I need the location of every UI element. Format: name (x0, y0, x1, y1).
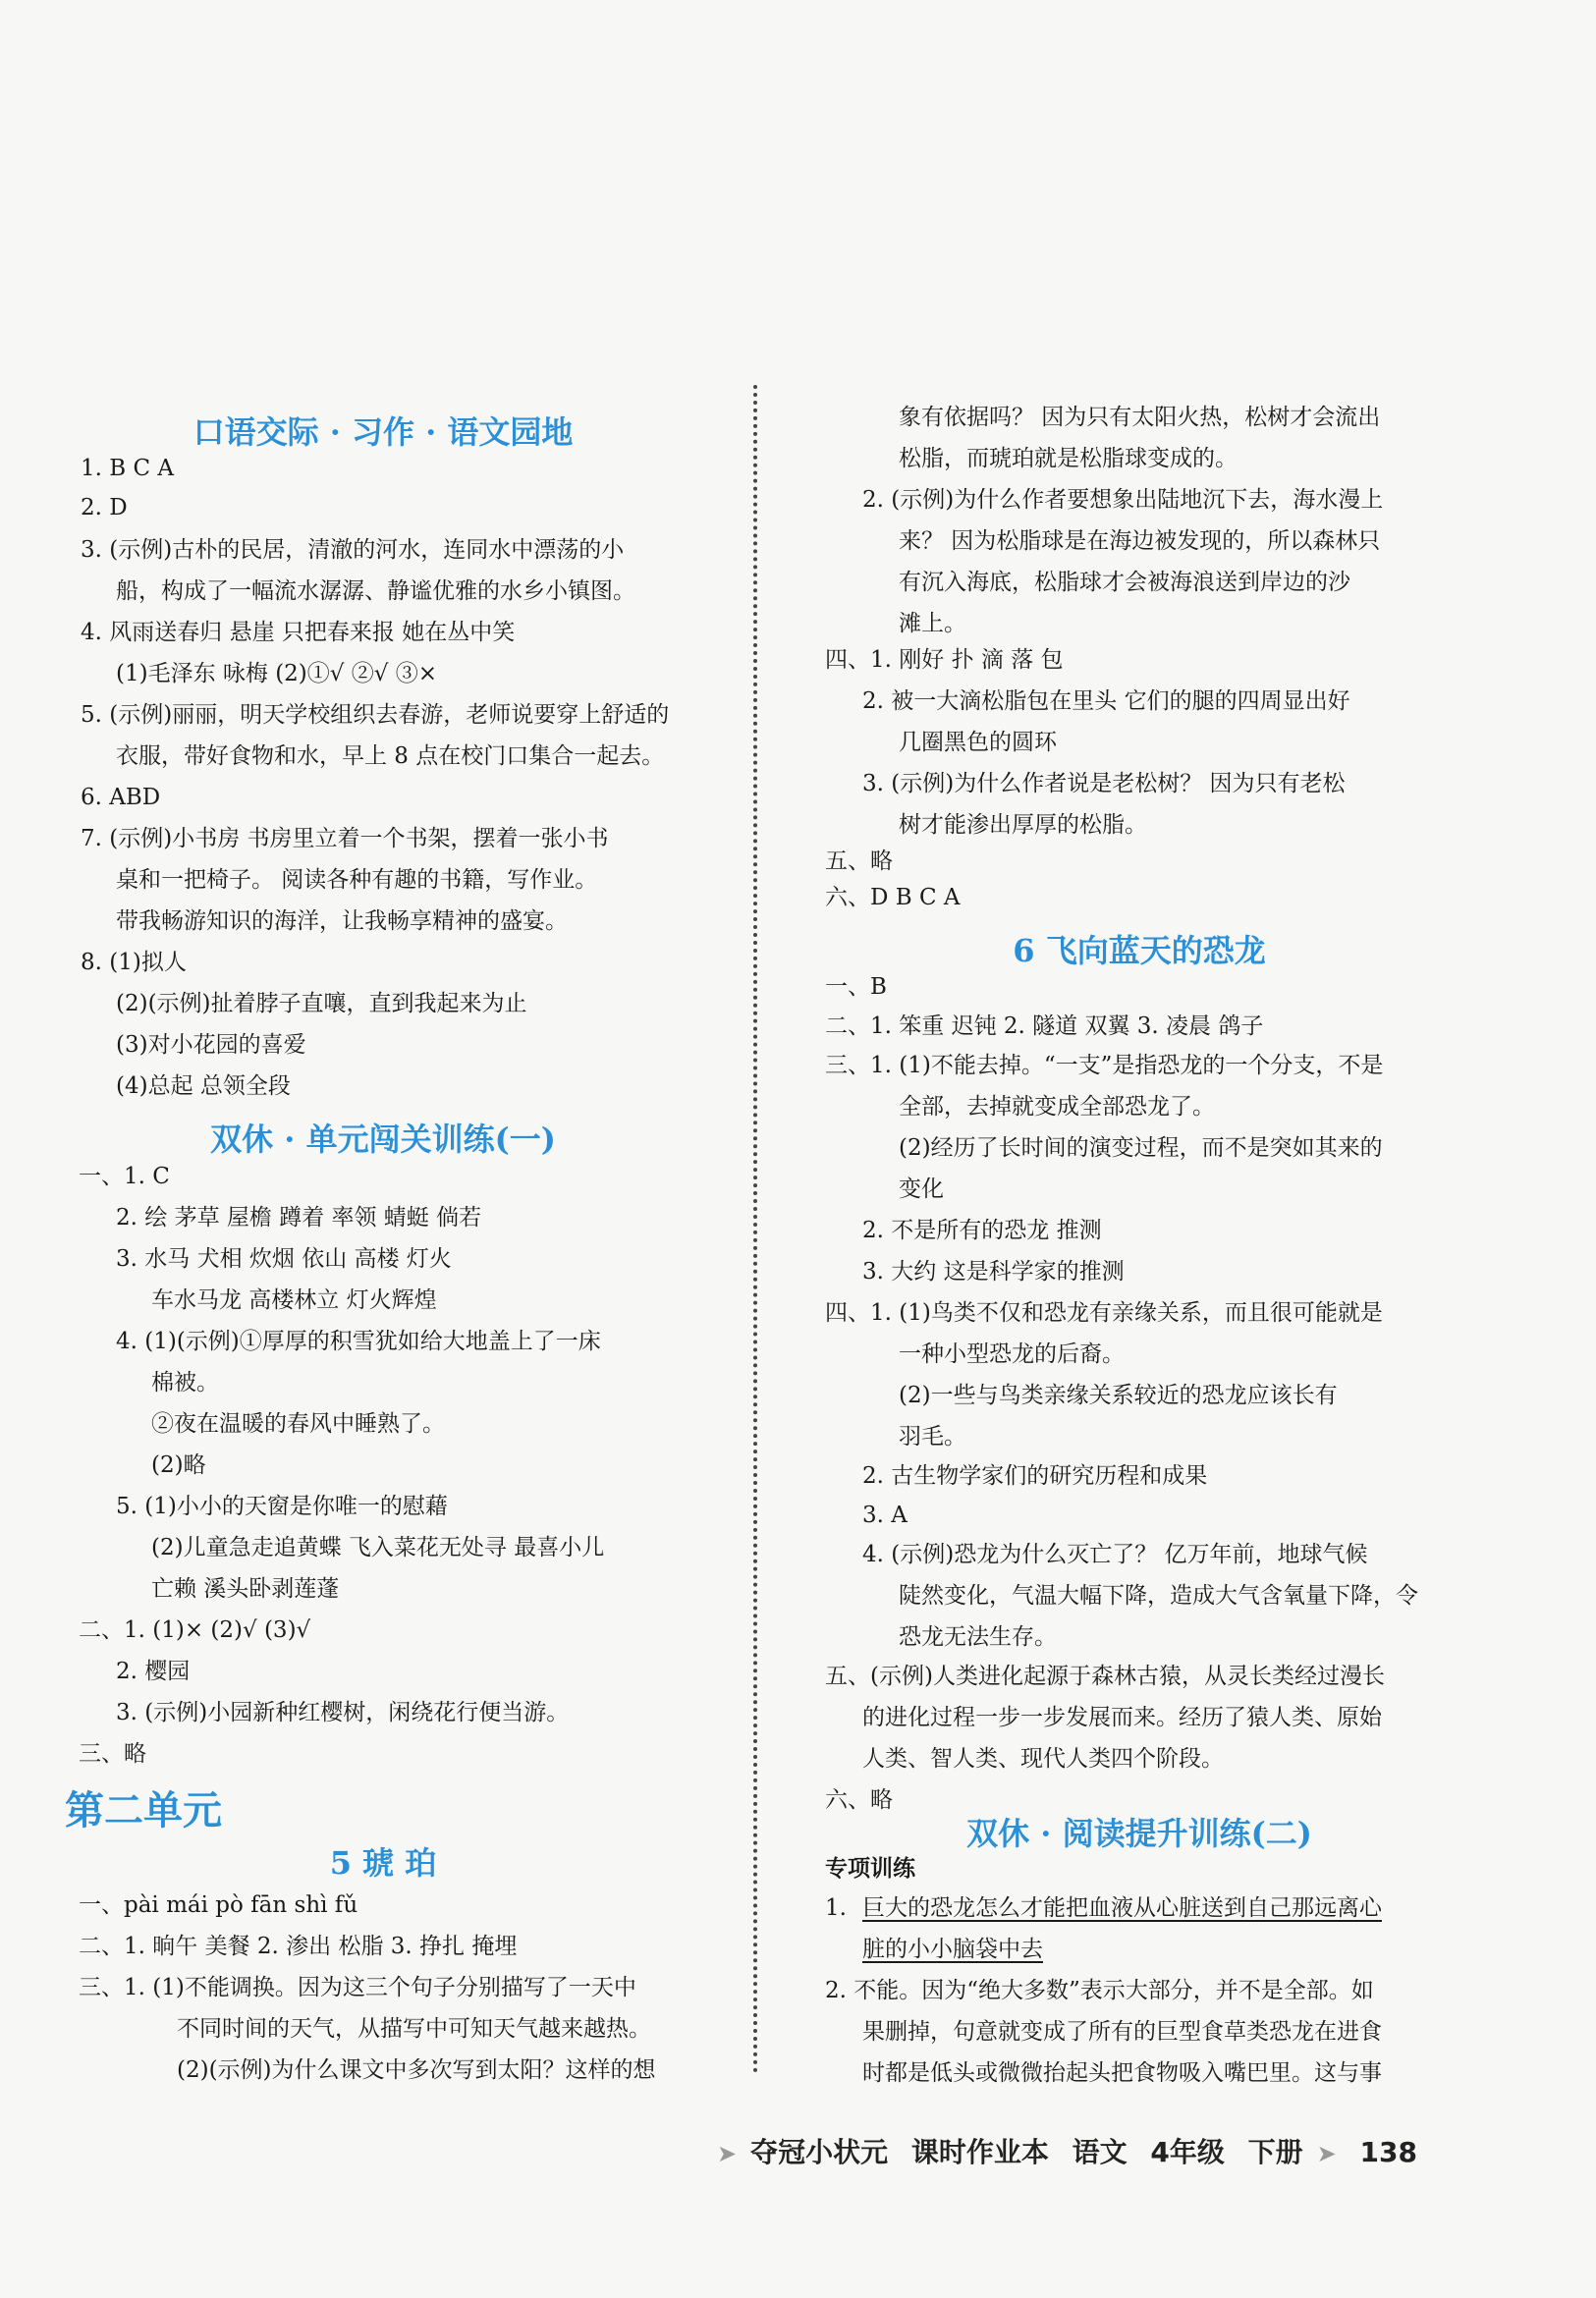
answer-line: 6. ABD (81, 785, 161, 810)
answer-line: (2)儿童急走追黄蝶 飞入菜花无处寻 最喜小儿 (151, 1535, 605, 1560)
answer-line: 人类、智人类、现代人类四个阶段。 (862, 1746, 1224, 1772)
answer-line: 来？ 因为松脂球是在海边被发现的，所以森林只 (899, 528, 1381, 554)
answer-line: 二、1. 笨重 迟钝 2. 隧道 双翼 3. 凌晨 鸽子 (825, 1013, 1264, 1039)
answer-line: 恐龙无法生存。 (899, 1624, 1057, 1650)
arrow-icon: ➤ (1316, 2140, 1337, 2167)
answer-line: 4. 风雨送春归 悬崖 只把春来报 她在丛中笑 (81, 620, 516, 645)
answer-line: 5. (示例)丽丽，明天学校组织去春游，老师说要穿上舒适的 (81, 702, 670, 728)
answer-line: 3. 水马 犬相 炊烟 依山 高楼 灯火 (116, 1246, 452, 1272)
answer-line: 一、1. C (79, 1164, 170, 1189)
answer-line: 1. B C A (81, 456, 174, 481)
arrow-icon: ➤ (717, 2140, 738, 2167)
answer-line: ②夜在温暖的春风中睡熟了。 (151, 1411, 445, 1437)
answer-line: 不同时间的天气，从描写中可知天气越来越热。 (177, 2016, 651, 2042)
answer-line: (2)略 (151, 1452, 206, 1478)
answer-line: 时都是低头或微微抬起头把食物吸入嘴巴里。这与事 (862, 2060, 1382, 2086)
answer-line: 2. 樱园 (116, 1659, 191, 1684)
footer-subject: 语文 (1072, 2136, 1128, 2168)
answer-line: 全部，去掉就变成全部恐龙了。 (899, 1094, 1215, 1120)
answer-line: 2. 绘 茅草 屋檐 蹲着 率领 蜻蜓 倘若 (116, 1205, 482, 1231)
answer-line: 车水马龙 高楼林立 灯火辉煌 (151, 1287, 437, 1313)
answer-line: 3. 大约 这是科学家的推测 (862, 1259, 1125, 1285)
answer-line: 有沉入海底，松脂球才会被海浪送到岸边的沙 (899, 570, 1350, 595)
footer-grade: 4年级 (1150, 2136, 1225, 2168)
answer-line: (2)(示例)扯着脖子直嚷，直到我起来为止 (116, 991, 527, 1016)
answer-line: 船，构成了一幅流水潺潺、静谧优雅的水乡小镇图。 (116, 578, 635, 604)
answer-line-underlined: 脏的小小脑袋中去 (862, 1937, 1043, 1962)
lesson-heading-dinosaurs: 6 飞向蓝天的恐龙 (1013, 932, 1266, 969)
answer-line: 变化 (899, 1176, 944, 1202)
answer-line: 果删掉，句意就变成了所有的巨型食草类恐龙在进食 (862, 2019, 1382, 2045)
footer-volume: 下册 (1247, 2136, 1303, 2168)
answer-line: 三、1. (1)不能去掉。“一支”是指恐龙的一个分支，不是 (825, 1053, 1384, 1078)
answer-line: 六、略 (825, 1787, 893, 1813)
answer-line: 桌和一把椅子。 阅读各种有趣的书籍，写作业。 (116, 867, 598, 893)
page-number: 138 (1359, 2136, 1417, 2168)
answer-line: 2. 被一大滴松脂包在里头 它们的腿的四周显出好 (862, 688, 1350, 714)
lesson-heading-amber: 5 琥 珀 (329, 1844, 437, 1882)
footer-brand: 夺冠小状元 (750, 2136, 889, 2168)
answer-line: 四、1. (1)鸟类不仅和恐龙有亲缘关系，而且很可能就是 (825, 1300, 1383, 1326)
answer-line: 2. (示例)为什么作者要想象出陆地沉下去，海水漫上 (862, 487, 1384, 513)
answer-line: 4. (示例)恐龙为什么灭亡了？ 亿万年前，地球气候 (862, 1542, 1368, 1567)
section-heading-oral-writing: 口语交际 · 习作 · 语文园地 (193, 413, 574, 451)
answer-line: 象有依据吗？ 因为只有太阳火热，松树才会流出 (899, 405, 1381, 430)
answer-line: 3. (示例)古朴的民居，清澈的河水，连同水中漂荡的小 (81, 537, 625, 563)
answer-line: 2. 不能。因为“绝大多数”表示大部分，并不是全部。如 (825, 1978, 1374, 2003)
answer-line: 五、略 (825, 848, 893, 874)
answer-line: 二、1. 晌午 美餐 2. 渗出 松脂 3. 挣扎 掩埋 (79, 1934, 518, 1959)
answer-line: 3. (示例)为什么作者说是老松树？ 因为只有老松 (862, 771, 1346, 796)
page-footer (717, 2131, 1431, 2170)
answer-line: (2)经历了长时间的演变过程，而不是突如其来的 (899, 1135, 1383, 1161)
subsection-label: 专项训练 (825, 1855, 915, 1882)
answer-line: 一、B (825, 974, 887, 1000)
section-heading-reading-2: 双休 · 阅读提升训练(二) (966, 1815, 1312, 1852)
answer-line: (1)毛泽东 咏梅 (2)①√ ②√ ③× (116, 661, 437, 686)
answer-line: 2. 古生物学家们的研究历程和成果 (862, 1463, 1208, 1489)
answer-line: 陡然变化，气温大幅下降，造成大气含氧量下降，令 (899, 1583, 1418, 1609)
answer-line-underlined: 巨大的恐龙怎么才能把血液从心脏送到自己那远离心 (862, 1895, 1382, 1921)
answer-line: 4. (1)(示例)①厚厚的积雪犹如给大地盖上了一床 (116, 1329, 601, 1354)
answer-line: 亡赖 溪头卧剥莲蓬 (151, 1576, 340, 1602)
answer-line: 二、1. (1)× (2)√ (3)√ (79, 1617, 311, 1643)
answer-line: 松脂，而琥珀就是松脂球变成的。 (899, 446, 1238, 471)
answer-line: 几圈黑色的圆环 (899, 730, 1057, 755)
answer-line: 带我畅游知识的海洋，让我畅享精神的盛宴。 (116, 908, 568, 934)
answer-line: 一种小型恐龙的后裔。 (899, 1341, 1125, 1367)
answer-line: 树才能渗出厚厚的松脂。 (899, 812, 1147, 838)
answer-line: (4)总起 总领全段 (116, 1073, 291, 1099)
section-heading-unit-test-1: 双休 · 单元闯关训练(一) (210, 1121, 556, 1158)
answer-number: 1. (825, 1895, 847, 1921)
unit-title: 第二单元 (65, 1787, 222, 1833)
answer-line: 的进化过程一步一步发展而来。经历了猿人类、原始 (862, 1705, 1382, 1730)
column-separator (753, 385, 757, 2074)
answer-line: 衣服，带好食物和水，早上 8 点在校门口集合一起去。 (116, 743, 665, 769)
answer-line: 六、D B C A (825, 885, 961, 910)
answer-line: 三、略 (79, 1741, 146, 1767)
answer-line: (2)(示例)为什么课文中多次写到太阳？这样的想 (177, 2057, 656, 2083)
answer-line: 四、1. 刚好 扑 滴 落 包 (825, 647, 1064, 673)
answer-line: 3. A (862, 1503, 908, 1528)
answer-line: 滩上。 (899, 611, 966, 636)
answer-line: 2. D (81, 495, 128, 520)
answer-line: 五、(示例)人类进化起源于森林古猿，从灵长类经过漫长 (825, 1664, 1385, 1689)
answer-line: 7. (示例)小书房 书房里立着一个书架，摆着一张小书 (81, 826, 609, 851)
answer-line: (3)对小花园的喜爱 (116, 1032, 306, 1058)
answer-line-pinyin: 一、pài mái pò fān shì fǔ (79, 1892, 358, 1918)
answer-line: 三、1. (1)不能调换。因为这三个句子分别描写了一天中 (79, 1975, 636, 2000)
answer-line: 2. 不是所有的恐龙 推测 (862, 1218, 1102, 1243)
answer-line: 羽毛。 (899, 1424, 966, 1450)
footer-book: 课时作业本 (910, 2136, 1049, 2168)
answer-line: 5. (1)小小的天窗是你唯一的慰藉 (116, 1494, 448, 1519)
answer-line: (2)一些与鸟类亲缘关系较近的恐龙应该长有 (899, 1383, 1338, 1408)
answer-line: 棉被。 (151, 1370, 219, 1395)
answer-line: 8. (1)拟人 (81, 950, 187, 975)
answer-line: 3. (示例)小园新种红樱树，闲绕花行便当游。 (116, 1700, 570, 1725)
